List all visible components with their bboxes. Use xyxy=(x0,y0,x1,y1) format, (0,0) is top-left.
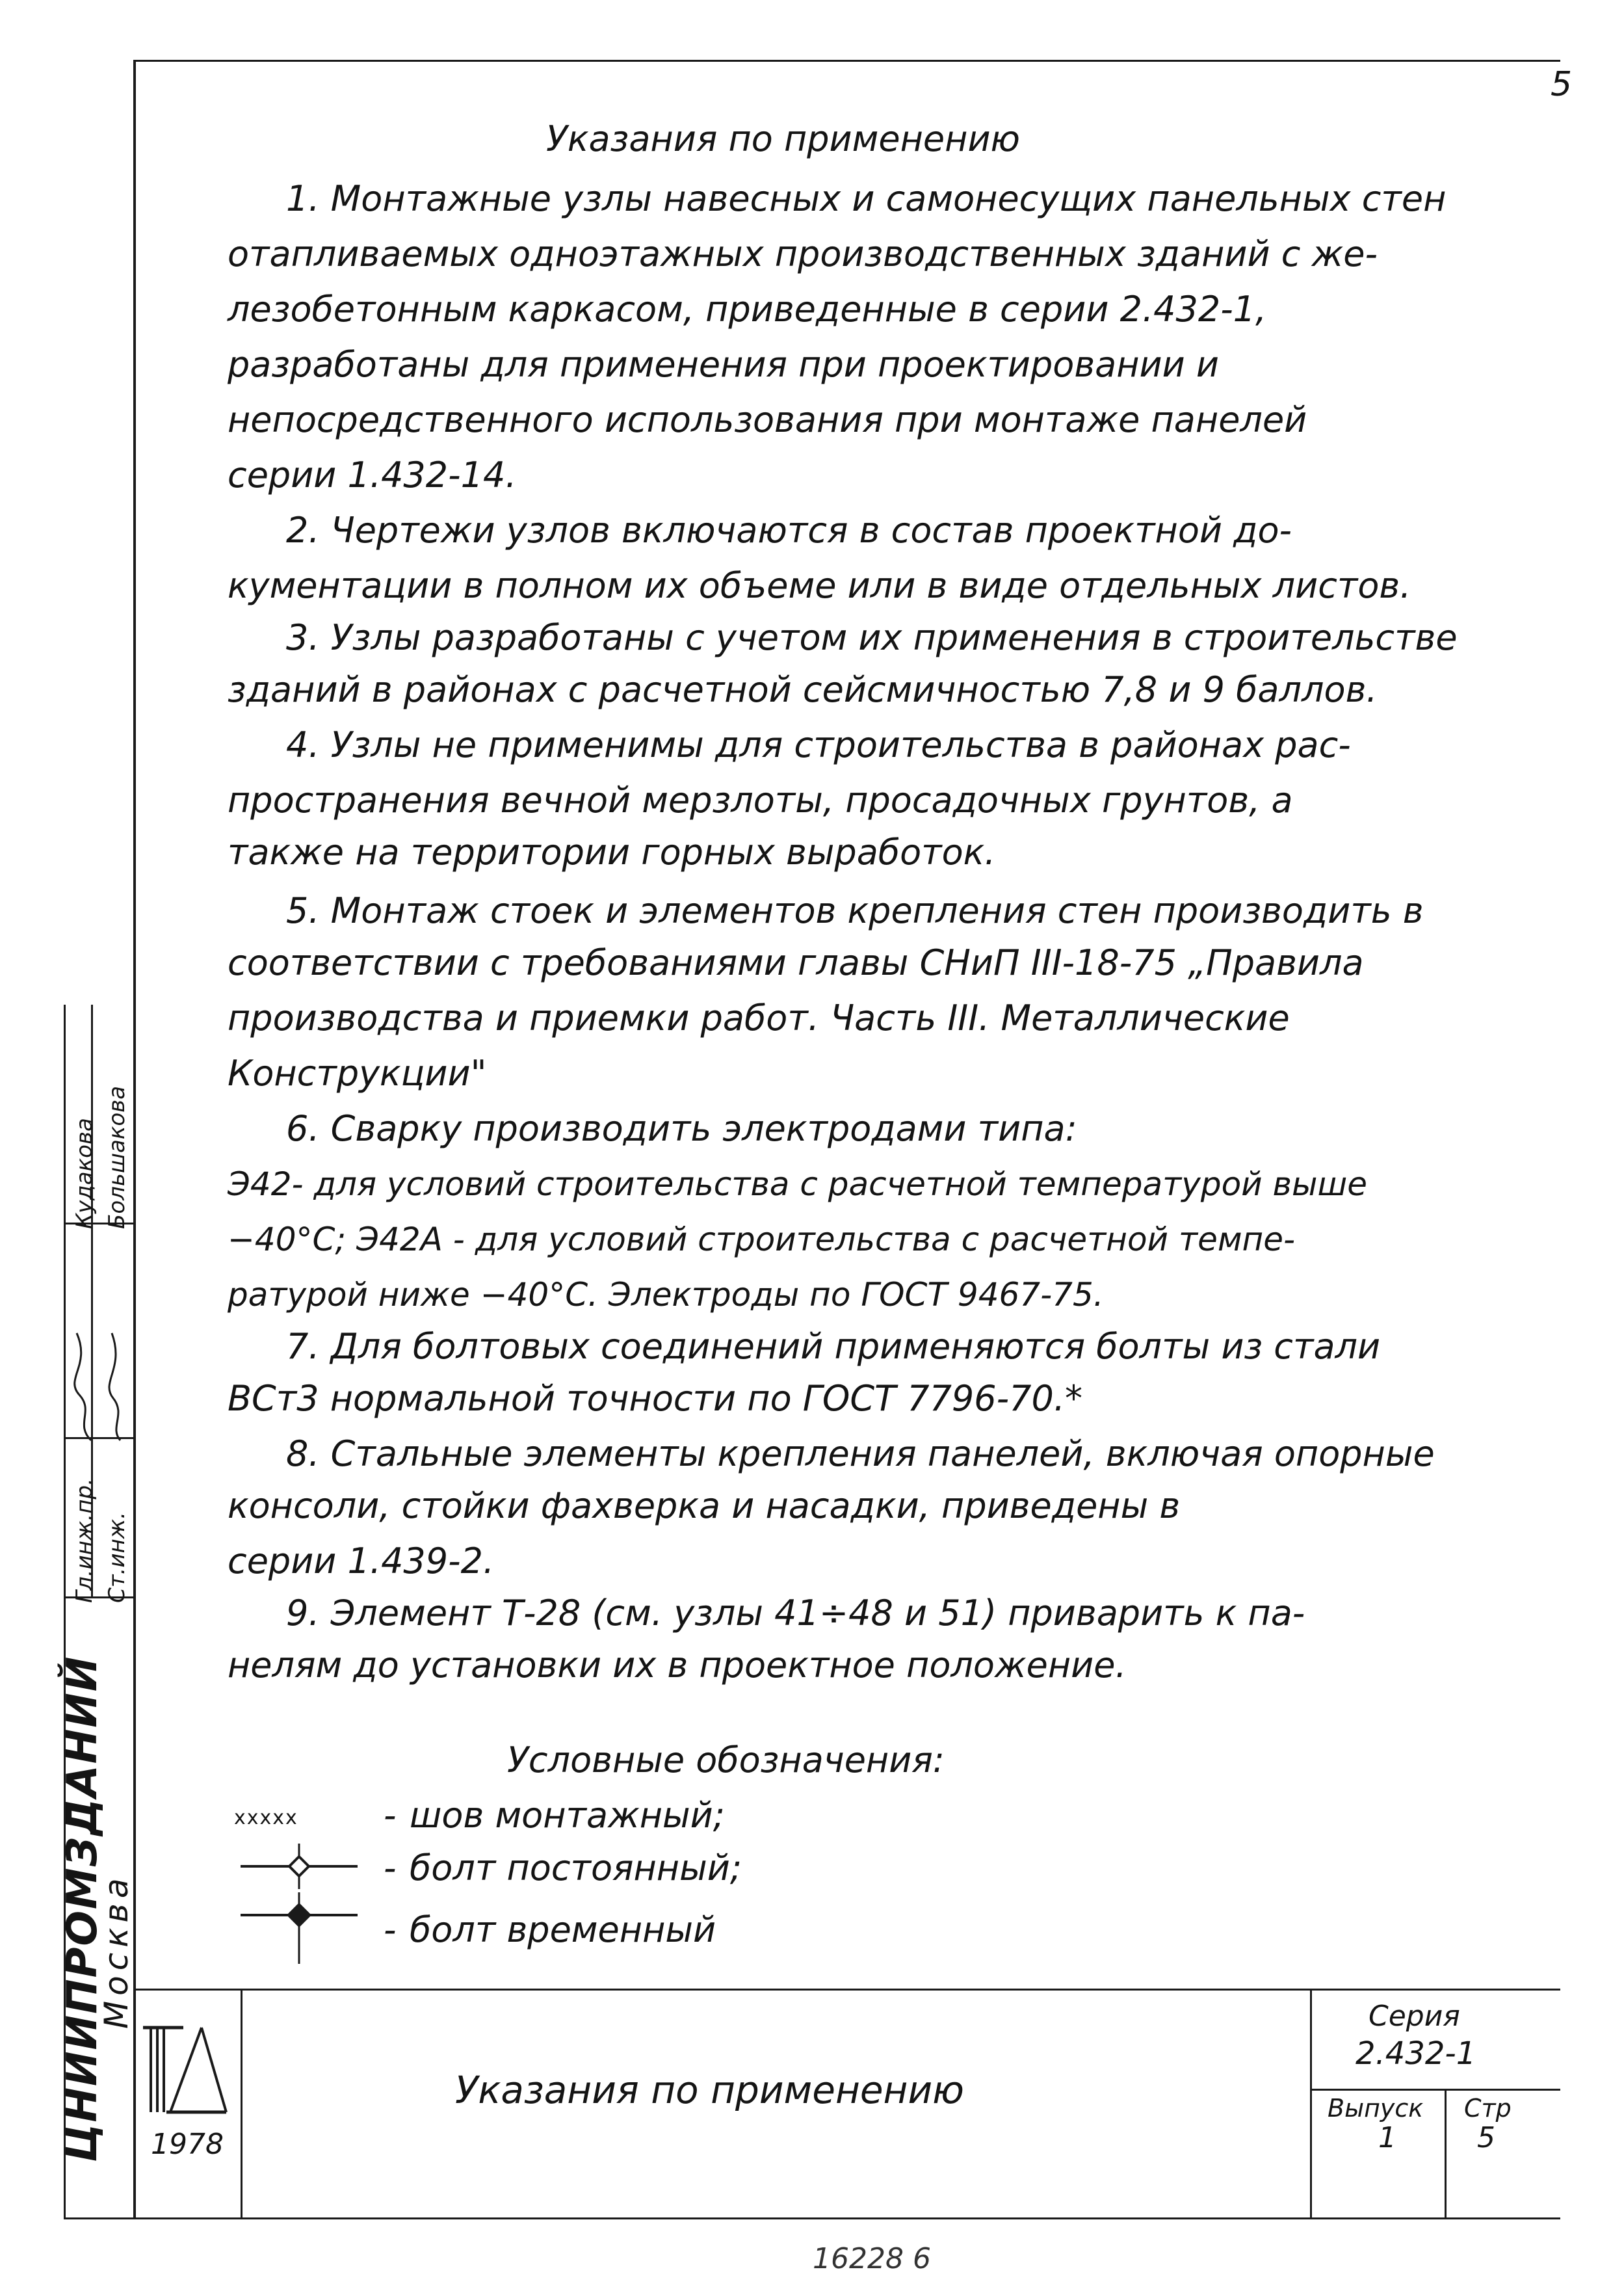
body-line: также на территории горных выработок. xyxy=(228,832,996,873)
body-line: 6. Сварку производить электродами типа: xyxy=(286,1108,1077,1149)
body-line: 5. Монтаж стоек и элементов крепления стен производить в xyxy=(286,890,1424,931)
body-line: нелям до установки их в проектное положение. xyxy=(228,1645,1127,1686)
body-line: серии 1.439-2. xyxy=(228,1541,495,1581)
signature-2 xyxy=(104,1327,136,1444)
stamp-logo-divider xyxy=(241,1989,242,2217)
body-line: разработаны для применения при проектировании и xyxy=(228,344,1219,385)
footer-code: 16228 6 xyxy=(813,2242,931,2275)
body-line: пространения вечной мерзлоты, просадочных грунтов, а xyxy=(228,780,1293,821)
issue-value: 1 xyxy=(1378,2121,1396,2154)
body-line: ратурой ниже −40°С. Электроды по ГОСТ 9467-75. xyxy=(228,1276,1104,1314)
body-line: отапливаемых одноэтажных производственных зданий с же- xyxy=(228,233,1378,274)
series-label: Серия xyxy=(1369,2000,1460,2033)
body-line: непосредственного использования при монтаже панелей xyxy=(228,399,1307,440)
legend-item-permanent-bolt xyxy=(234,1844,742,1889)
city-name: Москва xyxy=(98,1873,135,2029)
body-line: консоли, стойки фахверка и насадки, приведены в xyxy=(228,1485,1181,1526)
legend-item-text: шов монтажный; xyxy=(410,1795,725,1836)
legend-dash: - xyxy=(384,1795,397,1836)
body-line: кументации в полном их объеме или в виде отдельных листов. xyxy=(228,565,1411,606)
chief-engineer-role: Гл.инж.пр. xyxy=(72,1478,98,1603)
body-line: производства и приемки работ. Часть III. Металлические xyxy=(228,998,1290,1039)
body-line: 2. Чертежи узлов включаются в состав проектной до- xyxy=(286,510,1292,551)
open-diamond-bolt-icon xyxy=(234,1844,384,1898)
legend-dash: - xyxy=(384,1847,397,1889)
section-heading: Указания по применению xyxy=(546,118,1020,159)
chief-engineer-name: Кудакова xyxy=(72,1118,98,1229)
stamp-series-divider xyxy=(1310,1989,1312,2217)
body-line: соответствии с требованиями главы СНиП III-18-75 „Правила xyxy=(228,942,1364,983)
stamp-sheet-divider xyxy=(1445,2089,1447,2217)
legend-item-text: болт постоянный; xyxy=(410,1847,742,1889)
body-line: 3. Узлы разработаны с учетом их применения в строительстве xyxy=(286,617,1458,658)
legend-dash: - xyxy=(384,1909,397,1951)
body-line: серии 1.432-14. xyxy=(228,455,517,496)
stamp-series-line xyxy=(1310,2089,1560,2091)
legend-item-text: болт временный xyxy=(410,1909,716,1951)
body-line: −40°С; Э42А - для условий строительства с расчетной темпе- xyxy=(228,1221,1296,1258)
legend-item-temporary-bolt xyxy=(234,1892,716,1951)
frame-top-line xyxy=(133,60,1560,62)
body-line: 7. Для болтовых соединений применяются болты из стали xyxy=(286,1326,1381,1367)
body-line: ВСт3 нормальной точности по ГОСТ 7796-70.* xyxy=(228,1378,1083,1419)
body-line: зданий в районах с расчетной сейсмичностью 7,8 и 9 баллов. xyxy=(228,669,1378,710)
organization-name: ЦНИИПРОМЗДАНИЙ xyxy=(59,1655,107,2162)
td-logo xyxy=(138,2021,229,2119)
senior-engineer-name: Большакова xyxy=(104,1085,130,1229)
stamp-year: 1978 xyxy=(151,2128,224,2161)
sheet-value: 5 xyxy=(1477,2121,1495,2154)
body-line: Э42- для условий строительства с расчетной температурой выше xyxy=(228,1165,1368,1203)
filled-diamond-bolt-icon xyxy=(234,1892,384,1972)
series-value: 2.432-1 xyxy=(1356,2035,1476,2072)
body-line: 1. Монтажные узлы навесных и самонесущих панельных стен xyxy=(286,178,1447,219)
sheet-label: Стр xyxy=(1464,2094,1512,2123)
body-line: лезобетонным каркасом, приведенные в серии 2.432-1, xyxy=(228,289,1267,330)
senior-engineer-role: Ст.инж. xyxy=(104,1511,130,1603)
weld-cross-marks-icon: xxxxx xyxy=(234,1806,298,1829)
legend-title: Условные обозначения: xyxy=(507,1740,945,1780)
legend-item-weld xyxy=(234,1795,725,1840)
body-line: 9. Элемент Т-28 (см. узлы 41÷48 и 51) приварить к па- xyxy=(286,1593,1305,1634)
body-line: Конструкции" xyxy=(228,1053,487,1094)
body-line: 4. Узлы не применимы для строительства в районах рас- xyxy=(286,724,1351,765)
page-number: 5 xyxy=(1551,65,1573,104)
issue-label: Выпуск xyxy=(1328,2094,1424,2123)
body-line: 8. Стальные элементы крепления панелей, включая опорные xyxy=(286,1433,1435,1474)
stamp-title: Указания по применению xyxy=(455,2068,964,2112)
signature-1 xyxy=(72,1327,103,1444)
stamp-top-line xyxy=(133,1989,1560,1991)
stamp-bottom-line xyxy=(64,2217,1560,2219)
